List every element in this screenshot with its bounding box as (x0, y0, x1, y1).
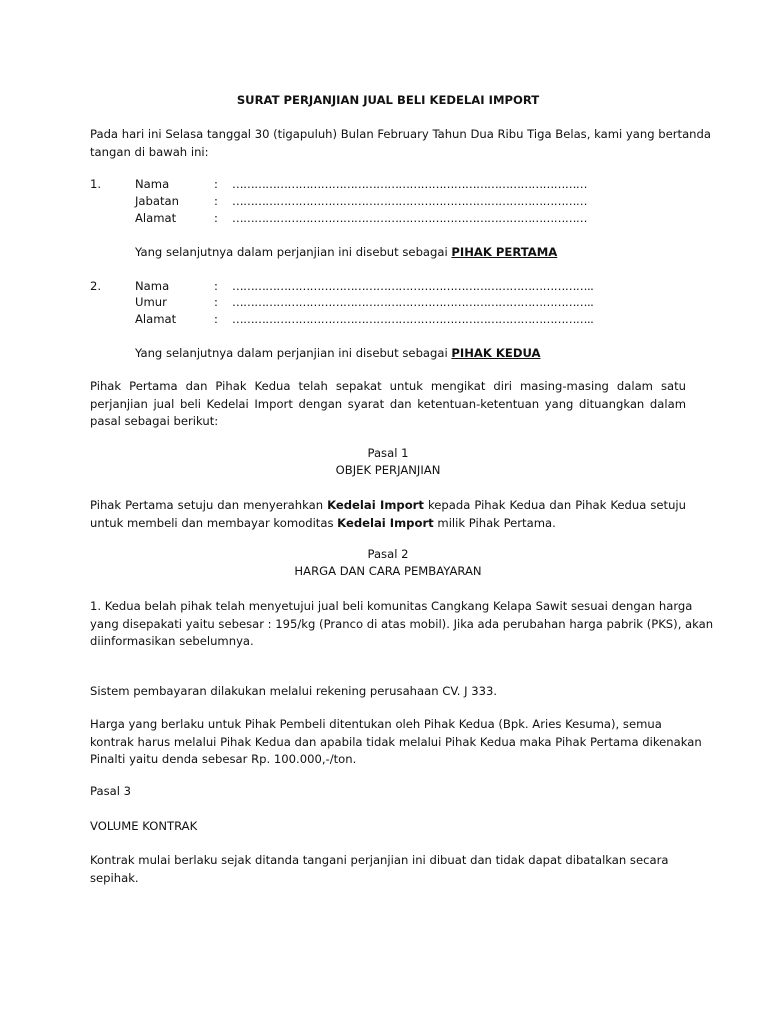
party-2-designation-text: Yang selanjutnya dalam perjanjian ini disebut sebagai (135, 346, 452, 360)
pasal-2-payment: Sistem pembayaran dilakukan melalui rekening perusahaan CV. J 333. (90, 684, 498, 698)
pasal-2-price-line-2: kontrak harus melalui Pihak Kedua dan apabila tidak melalui Pihak Kedua maka Pihak Pertama dikenakan (90, 734, 702, 749)
pasal-2-price-line-1: Harga yang berlaku untuk Pihak Pembeli ditentukan oleh Pihak Kedua (Bpk. Aries Kesuma), semua (90, 717, 662, 731)
pasal-1-line-1-text-a: Pihak Pertama setuju dan menyerahkan (90, 498, 328, 512)
party-2-number: 2. (90, 279, 102, 293)
party-2-alamat-blank: …………………………………………………………………………………….. (232, 312, 594, 326)
party-1-alamat-label: Alamat (135, 211, 177, 225)
party-1-jabatan-label: Jabatan (135, 194, 179, 208)
party-2-umur-label: Umur (135, 295, 167, 309)
pasal-2-item-1-line-2: yang disepakati yaitu sebesar : 195/kg (Pranco di atas mobil). Jika ada perubahan harga pabrik (PKS), akan (90, 616, 714, 631)
pasal-2-heading: Pasal 2 (367, 547, 409, 561)
party-1-alamat-blank: …………………………………………………………………………………… (232, 211, 587, 225)
document-title: SURAT PERJANJIAN JUAL BELI KEDELAI IMPORT (236, 93, 540, 107)
pasal-1-paragraph (90, 497, 686, 532)
pasal-3-heading: Pasal 3 (90, 784, 132, 798)
agreement-line-1: Pihak Pertama dan Pihak Kedua telah sepakat untuk mengikat diri masing-masing dalam satu (90, 379, 686, 393)
pasal-2-item-1-line-1: 1. Kedua belah pihak telah menyetujui jual beli komunitas Cangkang Kelapa Sawit sesuai dengan harga (90, 599, 693, 613)
intro-line-2: tangan di bawah ini: (90, 144, 209, 159)
pasal-1-heading: Pasal 1 (367, 446, 409, 460)
party-2-designation-name: PIHAK KEDUA (451, 346, 541, 360)
party-1-designation-name: PIHAK PERTAMA (451, 245, 558, 259)
pasal-1-line-2-text-a: untuk membeli dan membayar komoditas (90, 515, 338, 530)
party-1-alamat-colon: : (214, 211, 218, 225)
party-2-umur-colon: : (214, 295, 218, 309)
party-2-alamat-colon: : (214, 312, 218, 326)
agreement-line-3: pasal sebagai berikut: (90, 414, 219, 428)
party-2-designation (135, 345, 540, 362)
pasal-1-line-2-product: Kedelai Import (337, 515, 434, 530)
pasal-1-line-2 (90, 515, 686, 533)
pasal-3-paragraph (90, 852, 686, 887)
party-2-nama-label: Nama (135, 279, 170, 293)
party-1-jabatan-blank: …………………………………………………………………………………… (232, 194, 587, 208)
party-1-jabatan-colon: : (214, 194, 218, 208)
party-1-nama-blank: …………………………………………………………………………………… (232, 177, 587, 191)
agreement-line-2: perjanjian jual beli Kedelai Import dengan syarat dan ketentuan-ketentuan yang dituangkan dalam (90, 396, 686, 411)
party-2-alamat-label: Alamat (135, 312, 177, 326)
pasal-3-line-2: sepihak. (90, 870, 139, 885)
party-1-nama-colon: : (214, 177, 218, 191)
agreement-paragraph (90, 378, 686, 431)
pasal-3-subheading: VOLUME KONTRAK (90, 819, 198, 833)
intro-line-1: Pada hari ini Selasa tanggal 30 (tigapuluh) Bulan February Tahun Dua Ribu Tiga Belas, kami yang bertanda (90, 127, 711, 141)
party-1-designation-text: Yang selanjutnya dalam perjanjian ini disebut sebagai (135, 245, 452, 259)
party-1-number: 1. (90, 177, 102, 191)
party-1-nama-label: Nama (135, 177, 170, 191)
pasal-3-line-1: Kontrak mulai berlaku sejak ditanda tangani perjanjian ini dibuat dan tidak dapat dibatalkan secara (90, 853, 669, 867)
pasal-1-line-1-text-c: kepada Pihak Kedua dan Pihak Kedua setuju (423, 498, 686, 512)
pasal-1-line-1-product: Kedelai Import (327, 498, 424, 512)
intro-paragraph (90, 126, 711, 161)
pasal-1-line-1 (90, 497, 686, 515)
party-2-umur-blank: …………………………………………………………………………………….. (232, 295, 594, 309)
pasal-2-item-1 (90, 598, 714, 651)
party-1-designation (135, 244, 557, 261)
pasal-2-price-paragraph (90, 716, 702, 769)
pasal-2-price-line-3: Pinalti yaitu denda sebesar Rp. 100.000,-/ton. (90, 752, 357, 766)
party-2-nama-blank: …………………………………………………………………………………….. (232, 279, 594, 293)
pasal-1-line-2-text-c: milik Pihak Pertama. (433, 515, 556, 530)
pasal-1-subheading: OBJEK PERJANJIAN (335, 463, 441, 477)
party-2-nama-colon: : (214, 279, 218, 293)
pasal-2-subheading: HARGA DAN CARA PEMBAYARAN (294, 564, 482, 578)
pasal-2-item-1-line-3: diinformasikan sebelumnya. (90, 634, 254, 648)
